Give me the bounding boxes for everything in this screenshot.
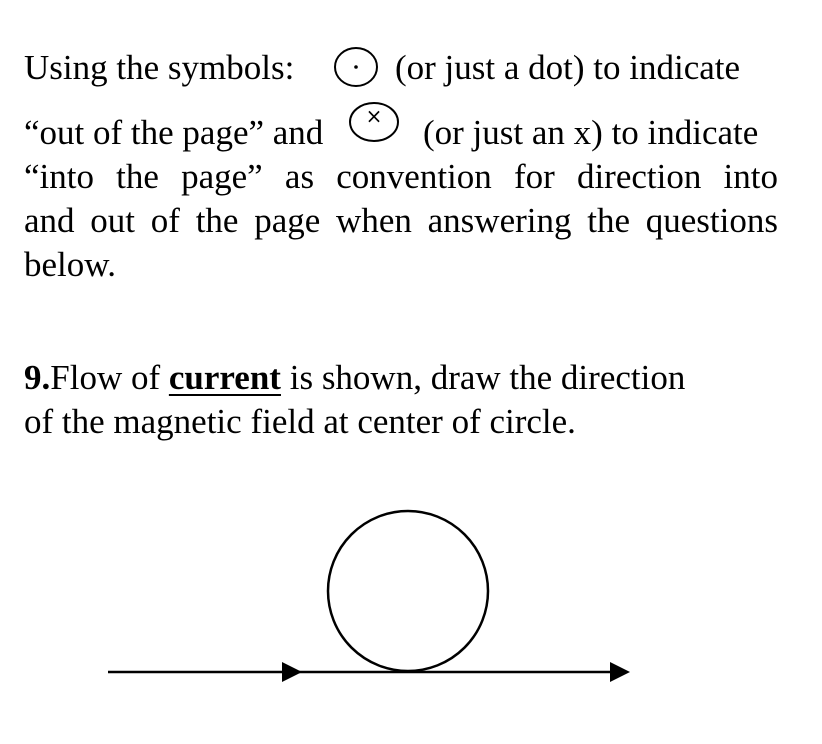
intro-text: “out of the page” and: [24, 113, 324, 152]
question-text: is shown, draw the direction: [280, 358, 686, 397]
intro-line-3: “into the page” as convention for direction into: [24, 157, 778, 196]
question-text: Flow of: [50, 358, 169, 397]
intro-line-5: below.: [24, 245, 117, 284]
question-keyword: current: [168, 358, 281, 397]
right-arrow-head: [610, 662, 630, 682]
intro-line-4: and out of the page when answering the questions: [24, 201, 778, 240]
question-number: 9.: [24, 358, 51, 397]
current-loop-circle: [328, 511, 488, 671]
intro-text: (or just a dot) to indicate: [395, 48, 741, 87]
question-line-2: of the magnetic field at center of circle.: [24, 402, 576, 441]
left-arrow-head: [282, 662, 302, 682]
intro-text: (or just an x) to indicate: [423, 113, 759, 152]
intro-text: Using the symbols:: [24, 48, 295, 87]
x-mark: ×: [365, 104, 383, 128]
